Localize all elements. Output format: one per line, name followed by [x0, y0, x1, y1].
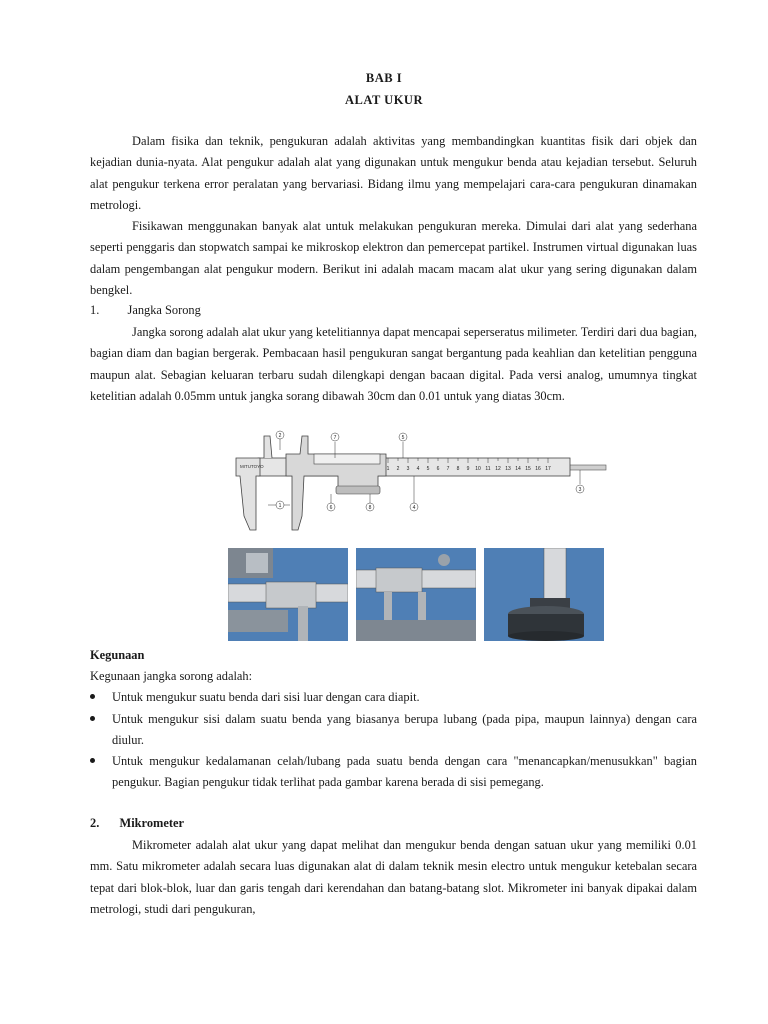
scale-number: 5	[426, 466, 430, 472]
callout-8: 8	[368, 505, 372, 511]
kegunaan-heading: Kegunaan	[90, 648, 145, 662]
scale-number: 4	[416, 466, 420, 472]
section-2-number: 2.	[90, 816, 100, 830]
photo-depth-measurement	[484, 548, 604, 641]
scale-number: 13	[505, 466, 511, 472]
scale-number: 12	[495, 466, 501, 472]
scale-number: 10	[475, 466, 481, 472]
chapter-number: BAB I	[365, 71, 403, 85]
scale-number: 7	[446, 466, 450, 472]
vernier-caliper-diagram	[228, 428, 608, 540]
scale-number: 1	[386, 466, 390, 472]
bullet-icon	[90, 694, 95, 699]
kegunaan-intro: Kegunaan jangka sorong adalah:	[90, 669, 253, 683]
intro-paragraph-1: Dalam fisika dan teknik, pengukuran adalah aktivitas yang membandingkan kuantitas fisik dari objek dan kejadian dunia-nyata. Alat pengukur adalah alat yang digunakan untuk mengukur benda atau kejadian tersebut. Seluruh alat pengukur terkena error peralatan yang bervariasi. Bidang ilmu yang mempelajari cara-cara pengukuran dinamakan metrologi.	[90, 134, 697, 212]
scale-number: 8	[456, 466, 460, 472]
chapter-title: ALAT UKUR	[344, 93, 423, 107]
scale-number: 17	[545, 466, 551, 472]
callout-1: 1	[278, 503, 282, 509]
section-1-heading	[90, 300, 201, 321]
callout-2: 2	[278, 433, 282, 439]
scale-number: 14	[515, 466, 521, 472]
callout-7: 7	[333, 435, 337, 441]
scale-number: 11	[485, 466, 491, 472]
list-item-text: Untuk mengukur kedalamanan celah/lubang pada suatu benda dengan cara "menancapkan/menusukkan" bagian pengukur. Bagian pengukur tidak terlihat pada gambar karena berada di sisi pemegang.	[112, 754, 697, 790]
section-2-title: Mikrometer	[119, 816, 184, 830]
callout-6: 6	[329, 505, 333, 511]
section-2-body: Mikrometer adalah alat ukur yang dapat melihat dan mengukur benda dengan satuan ukur yang memiliki 0.01 mm. Satu mikrometer adalah secara luas digunakan alat di dalam teknik mesin electro untuk mengukur ketebalan secara tepat dari blok-blok, luar dan garis tengah dari kerendahan dan batang-batang slot. Mikrometer ini banyak dipakai dalam metrologi, studi dari pengukuran,	[90, 838, 697, 916]
section-2-heading	[90, 813, 184, 834]
list-item-text: Untuk mengukur sisi dalam suatu benda yang biasanya berupa lubang (pada pipa, maupun lainnya) dengan cara diulur.	[112, 712, 697, 748]
bullet-icon	[90, 758, 95, 763]
brand-label: MITUTOYO	[240, 464, 264, 469]
scale-number: 15	[525, 466, 531, 472]
scale-number: 16	[535, 466, 541, 472]
callout-4: 4	[412, 505, 416, 511]
callout-5: 5	[401, 435, 405, 441]
section-1-body: Jangka sorong adalah alat ukur yang ketelitiannya dapat mencapai seperseratus milimeter. Terdiri dari dua bagian, bagian diam dan bagian bergerak. Pembacaan hasil pengukuran sangat bergantung pada keahlian dan ketelitian pengguna maupun alat. Sebagian keluaran terbaru sudah dilengkapi dengan bacaan digital. Pada versi analog, umumnya tingkat ketelitian adalah 0.05mm untuk jangka sorang dibawah 30cm dan 0.01 untuk yang diatas 30cm.	[90, 325, 697, 403]
section-1-number: 1.	[90, 303, 100, 317]
scale-number: 6	[436, 466, 440, 472]
callout-3: 3	[578, 487, 582, 493]
photo-outside-measurement	[228, 548, 348, 641]
scale-number: 3	[406, 466, 410, 472]
list-item-text: Untuk mengukur suatu benda dari sisi luar dengan cara diapit.	[112, 690, 420, 704]
section-1-title: Jangka Sorong	[127, 303, 201, 317]
bullet-icon	[90, 716, 95, 721]
intro-paragraph-2: Fisikawan menggunakan banyak alat untuk melakukan pengukuran mereka. Dimulai dari alat yang sederhana seperti penggaris dan stopwatch sampai ke mikroskop elektron dan pemercepat partikel. Instrumen virtual digunakan luas dalam pengembangan alat pengukur modern. Berikut ini adalah macam macam alat ukur yang sering digunakan dalam bengkel.	[90, 219, 697, 297]
photo-inside-measurement	[356, 548, 476, 641]
scale-number: 9	[466, 466, 470, 472]
scale-number: 2	[396, 466, 400, 472]
